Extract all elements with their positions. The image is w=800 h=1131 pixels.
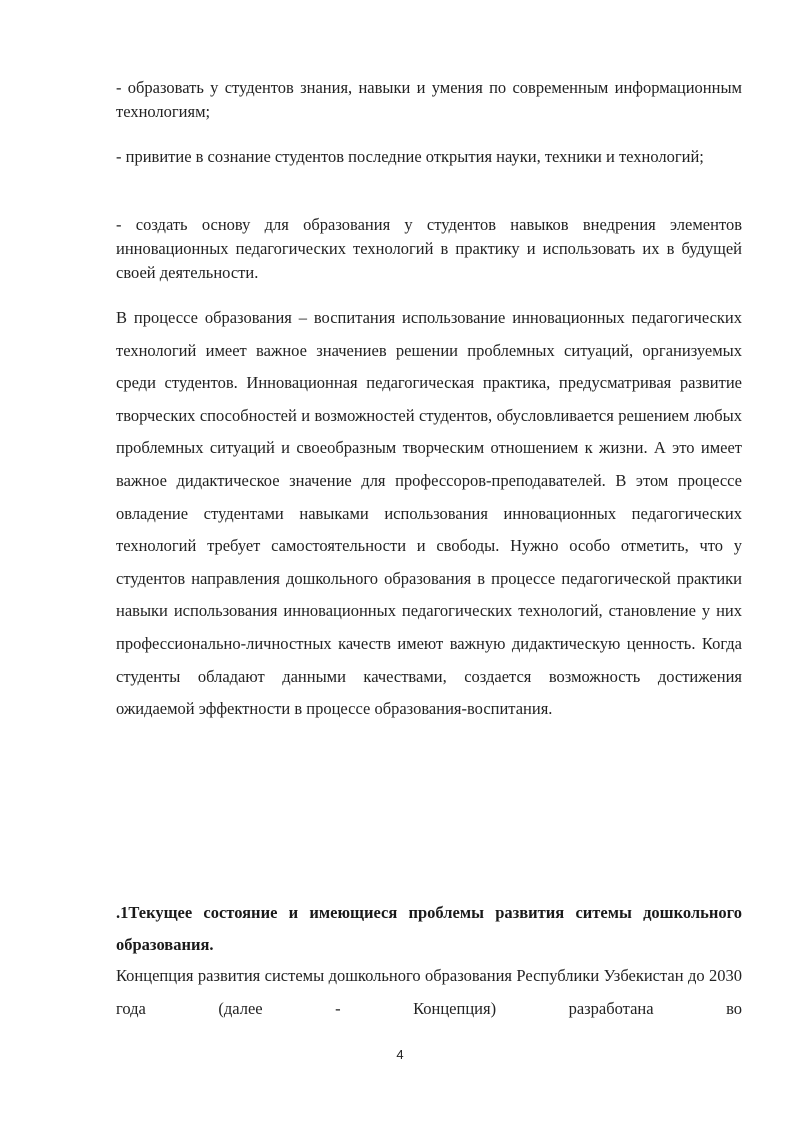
section-paragraph: Концепция развития системы дошкольного образования Республики Узбекистан до 2030 года (далее - Концепция) разработана во [116,966,742,1018]
section-heading: .1Текущее состояние и имеющиеся проблемы развития ситемы дошкольного образования. [116,903,742,954]
page-number: 4 [396,1047,404,1062]
body-paragraph: В процессе образования – воспитания использование инновационных педагогических технологий имеет важное значениев решении проблемных ситуаций, организуемых среди студентов. Инновационная педагогическая практика, предусматривая развитие творческих способностей и возможностей студентов, обусловливается решением любых проблемных ситуаций и своеобразным творческим отношением к жизни. А это имеет важное дидактическое значение для профессоров-преподавателей. В этом процессе овладение студентами навыками использования инновационных педагогических технологий требует самостоятельности и свободы. Нужно особо отметить, что у студентов направления дошкольного образования в процессе педагогической практики навыки использования инновационных педагогических технологий, становление у них профессионально-личностных качеств имеют важную дидактическую ценность. Когда студенты обладают данными качествами, создается возможность достижения ожидаемой эффектности в процессе образования-воспитания. [116,308,742,719]
bullet-item-1: - образовать у студентов знания, навыки и умения по современным информационным технологиям; [116,78,742,121]
bullet-item-2: - привитие в сознание студентов последние открытия науки, техники и технологий; [116,147,704,166]
bullet-item-3: - создать основу для образования у студентов навыков внедрения элементов инновационных педагогических технологий в практику и использовать их в будущей своей деятельности. [116,215,742,282]
